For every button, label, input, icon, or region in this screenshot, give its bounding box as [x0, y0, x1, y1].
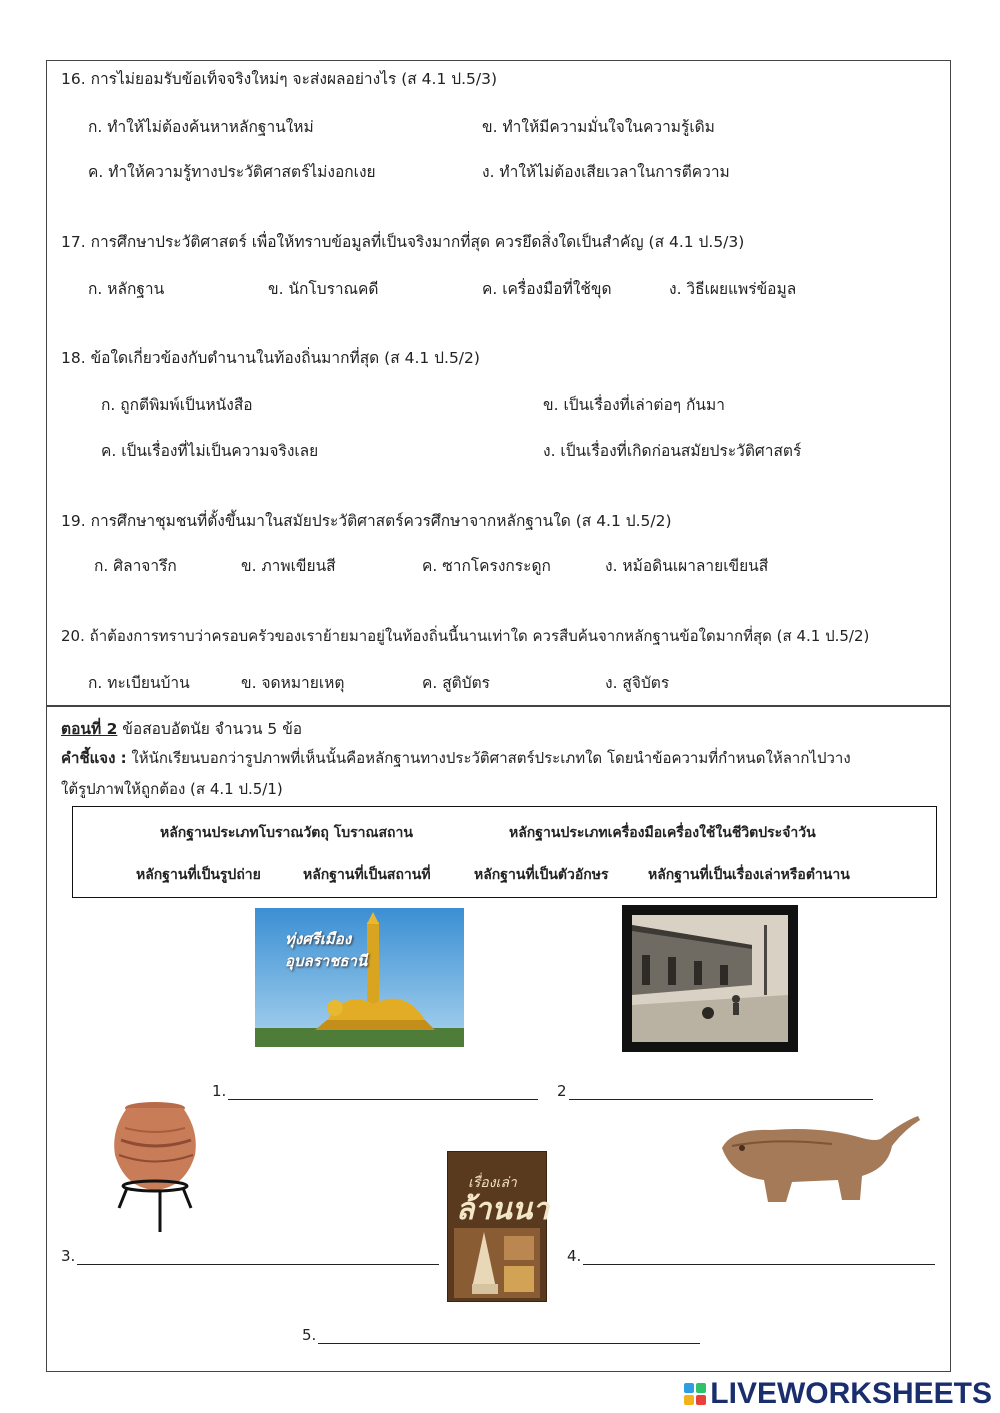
image-old-street-photo: [622, 905, 798, 1052]
answer-blank-3[interactable]: [61, 1247, 439, 1265]
q17-option-d[interactable]: ง. วิธีเผยแพร่ข้อมูล: [669, 280, 797, 298]
instruction-line-1: [61, 746, 851, 770]
word-photograph[interactable]: หลักฐานที่เป็นรูปถ่าย: [136, 867, 261, 883]
image-lanna-book: [447, 1151, 550, 1302]
blank-3-label: 3.: [61, 1247, 76, 1265]
instruction-line-2: ใต้รูปภาพให้ถูกต้อง (ส 4.1 ป.5/1): [61, 780, 283, 798]
q20-option-c[interactable]: ค. สูติบัตร: [422, 674, 490, 692]
q19-option-b[interactable]: ข. ภาพเขียนสี: [241, 557, 336, 575]
blank-1-label: 1.: [212, 1082, 227, 1100]
q16-option-d[interactable]: ง. ทำให้ไม่ต้องเสียเวลาในการตีความ: [482, 163, 730, 181]
q19-option-c[interactable]: ค. ซากโครงกระดูก: [422, 557, 551, 575]
q18-option-d[interactable]: ง. เป็นเรื่องที่เกิดก่อนสมัยประวัติศาสตร์: [543, 442, 802, 460]
q18-option-a[interactable]: ก. ถูกตีพิมพ์เป็นหนังสือ: [101, 396, 253, 414]
question-16: 16. การไม่ยอมรับข้อเท็จจริงใหม่ๆ จะส่งผลอย่างไร (ส 4.1 ป.5/3): [61, 70, 498, 88]
answer-blank-5[interactable]: [302, 1326, 700, 1344]
q20-option-a[interactable]: ก. ทะเบียนบ้าน: [88, 674, 190, 692]
word-ancient-artifact[interactable]: หลักฐานประเภทโบราณวัตถุ โบราณสถาน: [160, 825, 413, 841]
q20-option-b[interactable]: ข. จดหมายเหตุ: [241, 674, 345, 692]
q16-option-a[interactable]: ก. ทำให้ไม่ต้องค้นหาหลักฐานใหม่: [88, 118, 314, 136]
old-street-photo-icon: [632, 915, 788, 1042]
image-wooden-animal: [712, 1108, 928, 1210]
q20-option-d[interactable]: ง. สูจิบัตร: [605, 674, 670, 692]
clay-pot-icon: [105, 1100, 205, 1238]
book-small-title: เรื่องเล่า: [468, 1175, 517, 1191]
wooden-animal-icon: [712, 1108, 928, 1210]
blank-4-line[interactable]: [583, 1248, 935, 1265]
q17-option-a[interactable]: ก. หลักฐาน: [88, 280, 165, 298]
question-19: 19. การศึกษาชุมชนที่ตั้งขึ้นมาในสมัยประวัติศาสตร์ควรศึกษาจากหลักฐานใด (ส 4.1 ป.5/2): [61, 512, 672, 530]
logo-text: LIVEWORKSHEETS: [710, 1377, 992, 1410]
word-legend[interactable]: หลักฐานที่เป็นเรื่องเล่าหรือตำนาน: [648, 867, 850, 883]
part1-box: [46, 60, 951, 706]
q17-option-c[interactable]: ค. เครื่องมือที่ใช้ขุด: [482, 280, 612, 298]
liveworksheets-logo-icon: [684, 1383, 706, 1405]
q17-option-b[interactable]: ข. นักโบราณคดี: [268, 280, 379, 298]
blank-5-label: 5.: [302, 1326, 317, 1344]
instruction-label: คำชี้แจง :: [61, 749, 127, 767]
blank-1-line[interactable]: [228, 1083, 538, 1100]
q18-option-b[interactable]: ข. เป็นเรื่องที่เล่าต่อๆ กันมา: [543, 396, 725, 414]
blank-4-label: 4.: [567, 1247, 582, 1265]
word-place[interactable]: หลักฐานที่เป็นสถานที่: [303, 867, 431, 883]
blank-5-line[interactable]: [318, 1327, 700, 1344]
question-18: 18. ข้อใดเกี่ยวข้องกับตำนานในท้องถิ่นมากที่สุด (ส 4.1 ป.5/2): [61, 349, 480, 367]
blank-2-line[interactable]: [569, 1083, 873, 1100]
temple-icon: [454, 1228, 540, 1298]
answer-blank-1[interactable]: [212, 1082, 538, 1100]
image-clay-pot: [105, 1100, 205, 1238]
blank-2-label: 2: [557, 1082, 567, 1100]
image-ubon-candle-monument: [255, 908, 464, 1047]
blank-3-line[interactable]: [77, 1248, 439, 1265]
q16-option-c[interactable]: ค. ทำให้ความรู้ทางประวัติศาสตร์ไม่งอกเงย: [88, 163, 376, 181]
question-17: 17. การศึกษาประวัติศาสตร์ เพื่อให้ทราบข้อมูลที่เป็นจริงมากที่สุด ควรยึดสิ่งใดเป็นสำคัญ (ส 4.1 ป.5/3): [61, 233, 745, 251]
word-written[interactable]: หลักฐานที่เป็นตัวอักษร: [474, 867, 609, 883]
book-title: ล้านนา: [456, 1192, 550, 1227]
question-20: 20. ถ้าต้องการทราบว่าครอบครัวของเราย้ายมาอยู่ในท้องถิ่นนี้นานเท่าใด ควรสืบค้นจากหลักฐานข้อใดมากที่สุด (ส 4.1 ป.5/2): [61, 627, 870, 645]
q16-option-b[interactable]: ข. ทำให้มีความมั่นใจในความรู้เดิม: [482, 118, 715, 136]
answer-blank-2[interactable]: [557, 1082, 873, 1100]
q19-option-a[interactable]: ก. ศิลาจารึก: [94, 557, 177, 575]
part2-heading: [61, 716, 302, 741]
part2-heading-rest: ข้อสอบอัตนัย จำนวน 5 ข้อ: [117, 720, 303, 738]
liveworksheets-logo: [684, 1377, 992, 1411]
answer-blank-4[interactable]: [567, 1247, 935, 1265]
part2-heading-label: ตอนที่ 2: [61, 720, 118, 738]
instruction-text: ให้นักเรียนบอกว่ารูปภาพที่เห็นนั้นคือหลักฐานทางประวัติศาสตร์ประเภทใด โดยนำข้อความที่กำหนดให้ลากไปวาง: [126, 749, 851, 767]
word-daily-tools[interactable]: หลักฐานประเภทเครื่องมือเครื่องใช้ในชีวิตประจำวัน: [509, 825, 816, 841]
q19-option-d[interactable]: ง. หม้อดินเผาลายเขียนสี: [605, 557, 769, 575]
q18-option-c[interactable]: ค. เป็นเรื่องที่ไม่เป็นความจริงเลย: [101, 442, 319, 460]
poster-text: ทุ่งศรีเมือง อุบลราชธานี: [285, 930, 368, 970]
